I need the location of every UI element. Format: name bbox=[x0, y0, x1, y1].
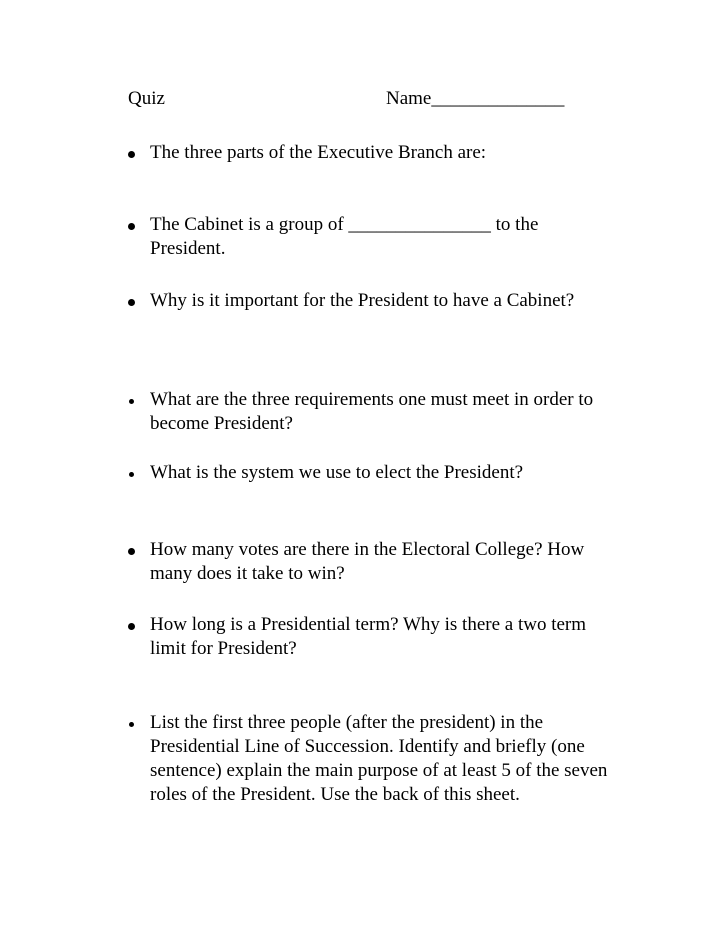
quiz-header bbox=[128, 86, 608, 112]
bullet-icon bbox=[128, 613, 146, 639]
bullet-icon bbox=[128, 538, 146, 564]
name-field-label: Name______________ bbox=[386, 88, 565, 109]
question-text: How long is a Presidential term? Why is there a two term limit for President? bbox=[150, 614, 587, 659]
bullet-icon bbox=[128, 213, 146, 239]
question-text: The Cabinet is a group of _______________ to the President. bbox=[150, 214, 539, 259]
bullet-icon bbox=[128, 141, 146, 167]
bullet-icon bbox=[128, 711, 146, 737]
bullet-icon bbox=[128, 388, 146, 414]
question-text: What are the three requirements one must meet in order to become President? bbox=[150, 389, 594, 434]
quiz-title: Quiz bbox=[128, 88, 165, 109]
question-text: How many votes are there in the Electoral College? How many does it take to win? bbox=[150, 539, 585, 584]
bullet-icon bbox=[128, 289, 146, 315]
question-text: The three parts of the Executive Branch are: bbox=[150, 142, 487, 163]
question-text: What is the system we use to elect the President? bbox=[150, 462, 524, 483]
question-text: List the first three people (after the president) in the Presidential Line of Succession. Identify and briefly (one sentence) explain the main purpose of at least 5 of the seven roles of the President. Use the back of this sheet. bbox=[150, 712, 608, 805]
bullet-icon bbox=[128, 461, 146, 487]
question-text: Why is it important for the President to have a Cabinet? bbox=[150, 290, 575, 311]
